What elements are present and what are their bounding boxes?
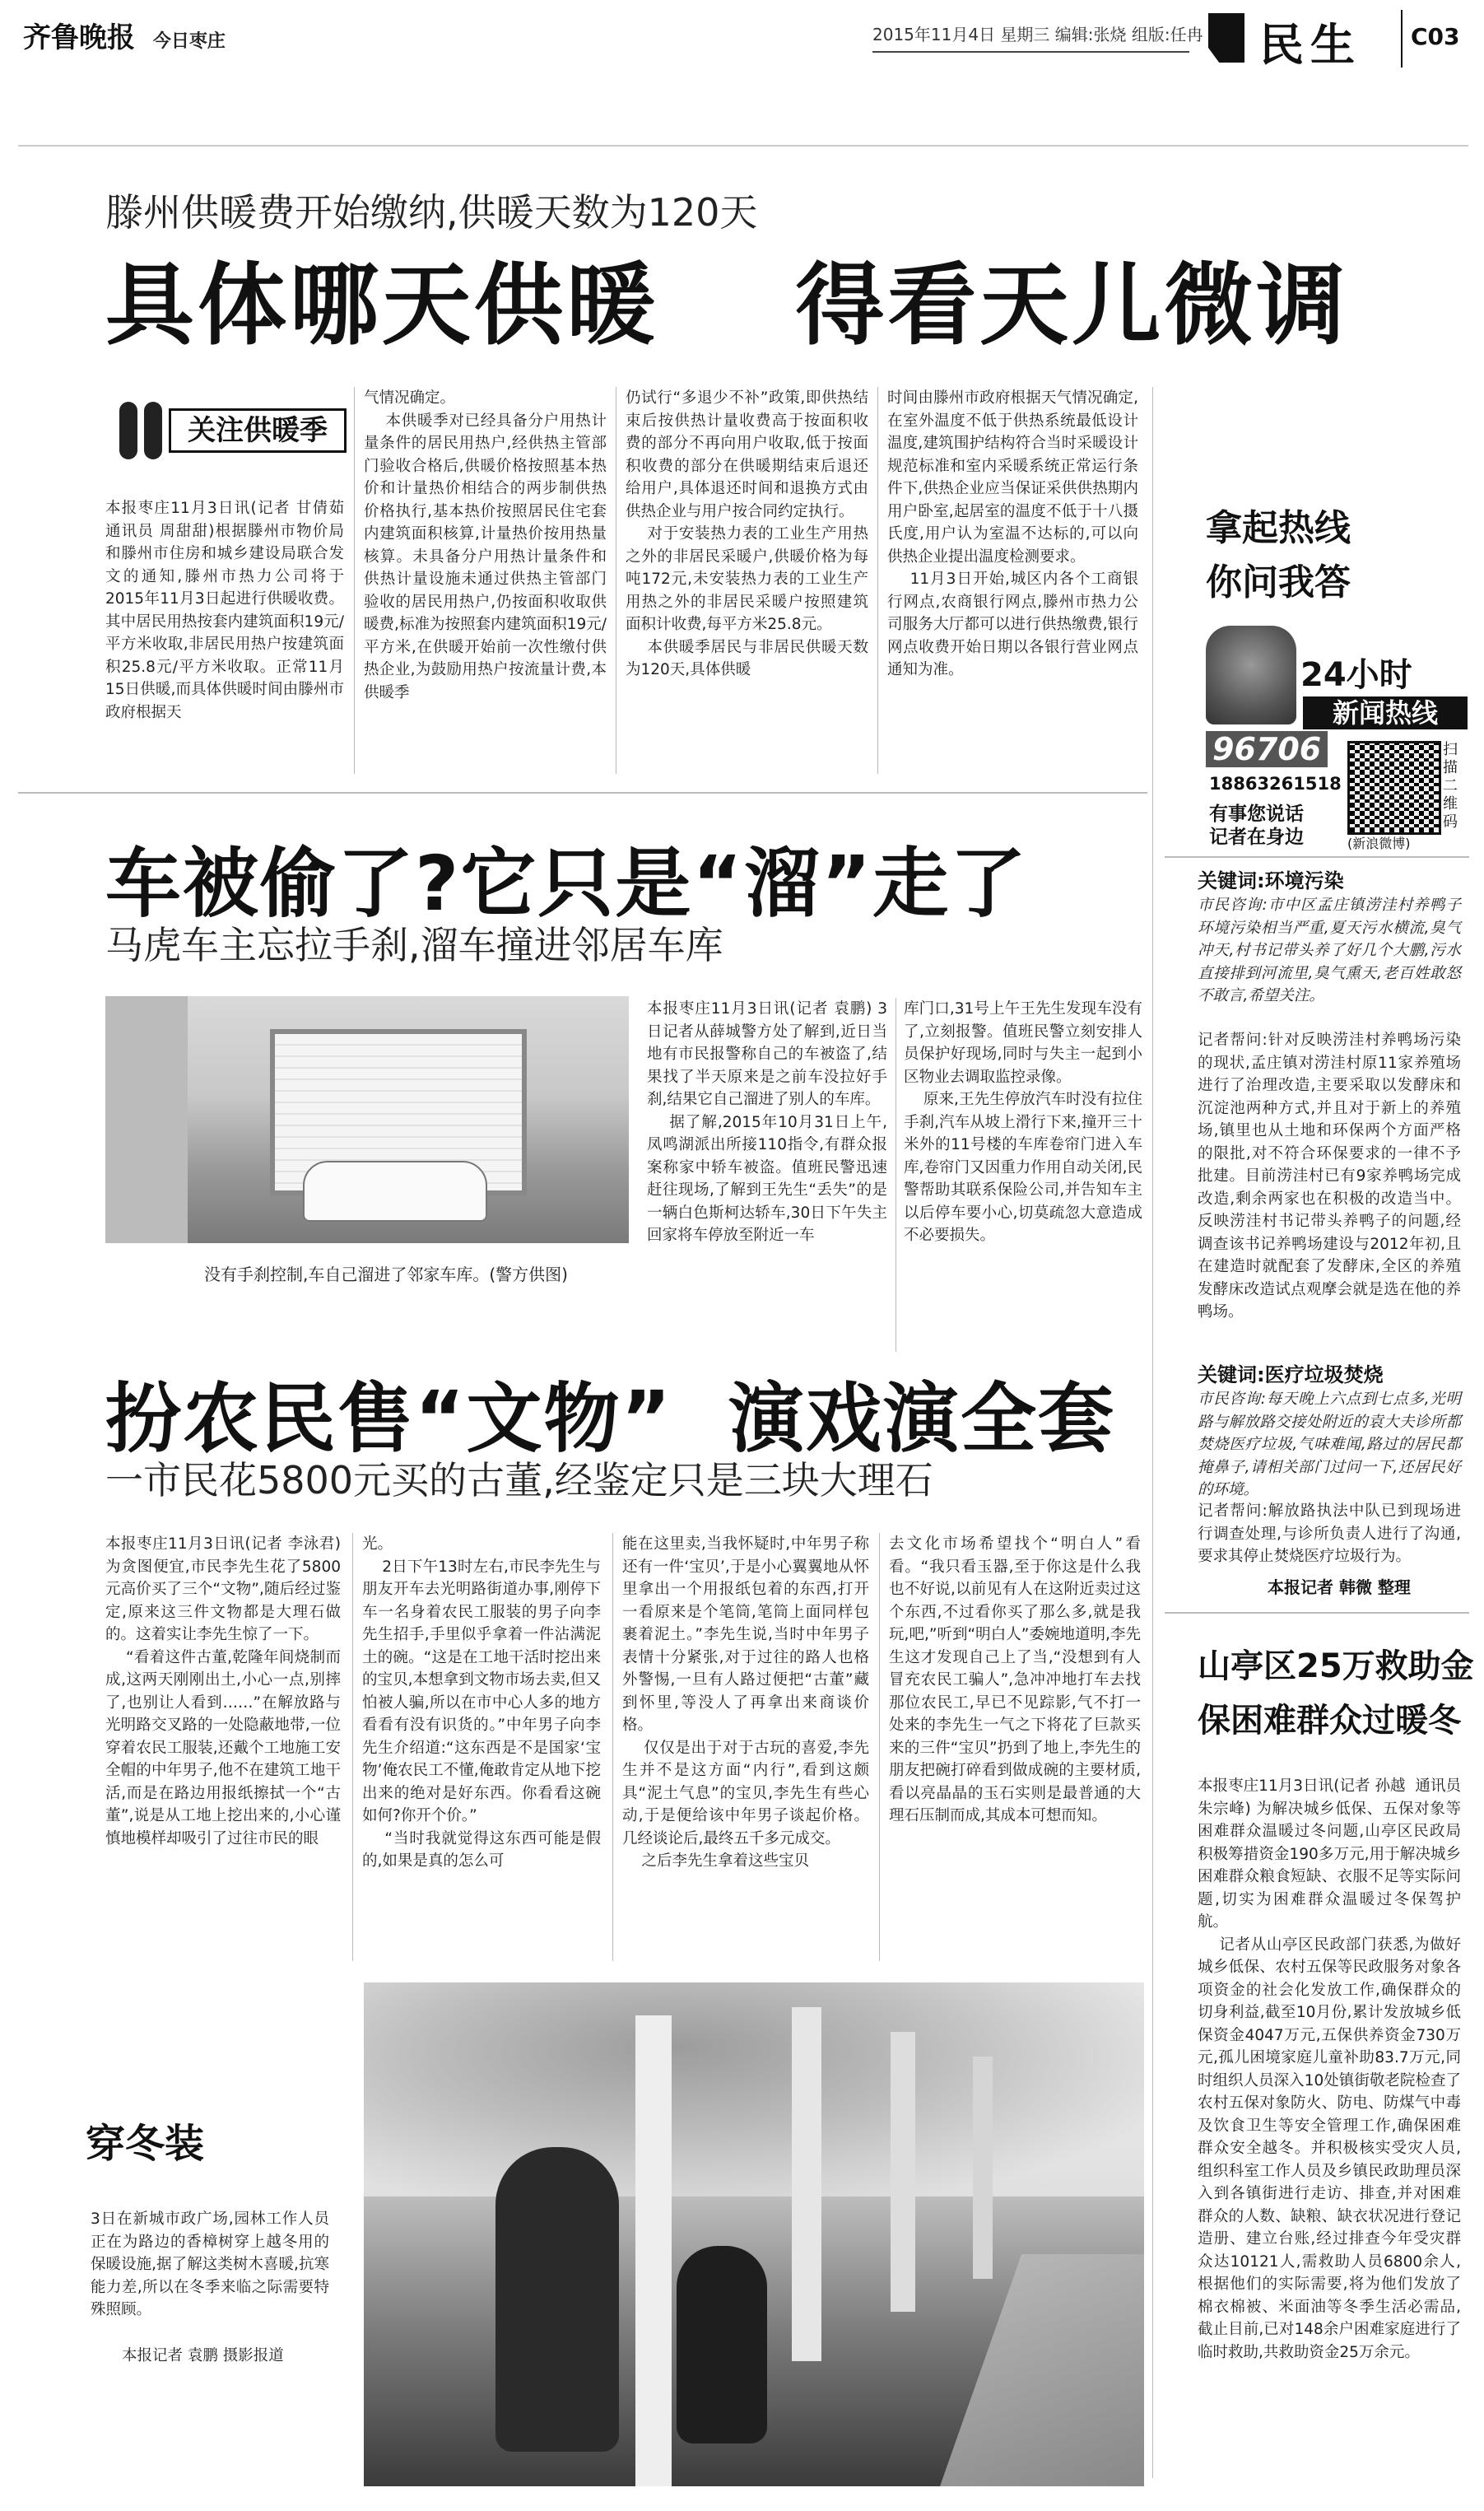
- tree-wrapping-photo: [364, 1982, 1144, 2486]
- section-divider: [1401, 10, 1403, 68]
- hotline-phone: 18863261518: [1209, 774, 1342, 794]
- weibo-label: (新浪微博): [1347, 836, 1411, 851]
- heating-season-logo: [111, 394, 350, 492]
- top-rule: [18, 145, 1468, 147]
- story4-title-2: 保困难群众过暖冬: [1198, 1702, 1461, 1740]
- qa-credit: 本报记者 韩微 整理: [1268, 1577, 1411, 1597]
- story4-title-1: 山亭区25万救助金: [1198, 1647, 1474, 1685]
- hotline-slogan-2: 记者在身边: [1209, 827, 1304, 848]
- photo2-caption: 3日在新城市政广场,园林工作人员正在为路边的香樟树穿上越冬用的保暖设施,据了解这类树木喜暖,抗寒能力差,所以在冬季来临之际需要特殊照顾。: [91, 2211, 329, 2318]
- story2-photo-caption: 没有手刹控制,车自己溜进了邻家车库。(警方供图): [204, 1265, 568, 1284]
- column-rule: [354, 387, 355, 774]
- thermometer-icon: [119, 402, 137, 459]
- story1-column-4: 时间由滕州市政府根据天气情况确定,在室外温度不低于供热系统最低设计温度,建筑围护结构符合当时采暖设计规范标准和室内采暖系统正常运行条件下,供热企业应当保证采供供热期内用户卧室,起居室的温度不低于十八摄氏度,用户认为室温不达标的,可以向供热企业提出温度检测要求。 11月3日开始,城区内各个工商银行网点,农商银行网点,滕州市热力公司服务大厅都可以进行供热缴费,银行网点收费开始日期以各银行营业网点通知为准。: [887, 389, 1138, 678]
- qa-keyword-1: 关键词:环境污染: [1198, 869, 1344, 892]
- section-corner-icon: [1208, 13, 1244, 63]
- tree-trunk-shape: [792, 2007, 821, 2361]
- tree-trunk-shape: [973, 2057, 993, 2279]
- masthead: [23, 15, 226, 55]
- story3-column-1: 本报枣庄11月3日讯(记者 李泳君) 为贪图便宜,市民李先生花了5800元高价买了三个“文物”,随后经过鉴定,原来这三件文物都是大理石做的。这着实让李先生惊了一下。 “看着这件古董,乾隆年间烧制而成,这两天刚刚出土,小心一点,别摔了,也别让人看到……”在解放路与光明路交叉路的一处隐蔽地带,一位穿着农民工服装,还戴个工地施工安全帽的中年男子,他不在建筑工地干活,而是在路边用报纸擦拭一个“古董”,说是从工地上挖出来的,小心谨慎地模样却吸引了过往市民的眼: [105, 1535, 341, 1847]
- story4-body: 本报枣庄11月3日讯(记者 孙越 通讯员 朱宗峰) 为解决城乡低保、五保对象等困难群众温暖过冬问题,山亭区民政局积极筹措资金190多万元,用于解决城乡困难群众粮食短缺、衣服不足等实际问题,切实为困难群众温暖过冬保驾护航。 记者从山亭区民政部门获悉,为做好城乡低保、农村五保等民政服务对象各项资金的社会化发放工作,确保群众的切身利益,截至10月份,累计发放城乡低保资金4047万元,五保供养资金730万元,孤儿困境家庭儿童补助83.7万元,同时组织人员深入10处镇街敬老院检查了农村五保对象防火、防电、防煤气中毒及饮食卫生等安全管理工作,确保困难群众安全越冬。并积极核实受灾人员,组织科室工作人员及乡镇民政助理员深入到各镇街进行走访、排查,并对困难群众的人数、缺粮、缺衣状况进行登记造册、建立台账,经过排查今年受灾群众达10121人,需救助人员6800余人,根据他们的实际需要,将为他们发放了棉衣棉被、米面油等冬季生活必需品,截止目前,已对148余户困难家庭进行了临时救助,共救助资金25万余元。: [1198, 1777, 1461, 2361]
- sidebar-rule: [1165, 1612, 1469, 1614]
- tree-trunk-shape: [891, 2032, 915, 2312]
- scan-label: 扫描二维码: [1443, 741, 1458, 831]
- qa-keyword-2: 关键词:医疗垃圾焚烧: [1198, 1363, 1384, 1386]
- tree-trunk-shape: [635, 2015, 672, 2486]
- garage-photo: [105, 996, 629, 1243]
- column-rule: [1152, 387, 1153, 2478]
- column-rule: [612, 1533, 613, 1961]
- story1-column-2: 气情况确定。 本供暖季对已经具备分户用热计量条件的居民用热户,经供热主管部门验收合格后,供暖价格按照基本热价和计量热价相结合的两步制供热价格执行,基本热价按照居民住宅套内建筑面积核算,计量热价按用热量核算。未具备分户用热计量条件和供热计量设施未通过供热主管部门验收的居民用热户,仍按面积收取供暖费,标准为按照套内建筑面积19元/平方米,在供暖开始前一次性缴付供热企业,为鼓励用热户按流量计费,本供暖季: [364, 389, 607, 701]
- story1-kicker: 滕州供暖费开始缴纳,供暖天数为120天: [105, 190, 758, 235]
- story3-headline: 扮农民售“文物” 演戏演全套: [105, 1375, 1115, 1463]
- story3-column-4: 去文化市场希望找个“明白人”看看。“我只看玉器,至于你这是什么我也不好说,以前见有人在这附近卖过这个东西,不过看你买了那么多,就是我玩,吧,”听到“明白人”委婉地道明,李先生这才发现自己上了当,“没想到有人冒充农民工骗人”,急冲冲地打车去找那位农民工,早已不见踪影,气不打一处来的李先生一气之下将花了巨款买来的三件“宝贝”扔到了地上,李先生的朋友把碗打碎看到做成碗的主要材质,看以亮晶晶的玉石实则是最普通的大理石压制而成,其成本可想而知。: [889, 1535, 1141, 1824]
- hotline-number: 96706: [1206, 731, 1328, 767]
- photo2-credit: 本报记者 袁鹏 摄影报道: [122, 2347, 284, 2364]
- story2-headline: 车被偷了?它只是“溜”走了: [105, 840, 1028, 928]
- sidewalk-shape: [940, 2254, 1144, 2486]
- hotline-box: [1206, 626, 1469, 855]
- story1-column-1: 本报枣庄11月3日讯(记者 甘倩茹 通讯员 周甜甜)根据滕州市物价局和滕州市住房和城乡建设局联合发文的通知,滕州市热力公司将于2015年11月3日起进行供暖收费。其中居民用热按套内建筑面积19元/平方米收取,非居民用热户按建筑面积25.8元/平方米收取。正常11月15日供暖,而具体供暖时间由滕州市政府根据天: [105, 500, 354, 721]
- story1-headline: 具体哪天供暖 得看天儿微调: [105, 254, 1349, 357]
- qr-code-icon[interactable]: [1347, 741, 1441, 835]
- hotline-slogan-1: 有事您说话: [1209, 804, 1304, 825]
- qa-answer-1: 记者帮问:针对反映涝洼村养鸭场污染的现状,孟庄镇对涝洼村原11家养殖场进行了治理改造,主要采取以发酵床和沉淀池两种方式,并且对于新上的养殖场,镇里也从土地和环保两个方面严格的限批,对不符合环保要求的一律不予批建。目前涝洼村已有9家养鸭场完成改造,剩余两家也在积极的改造当中。反映涝洼村书记带头养鸭子的问题,经调查该书记养鸭场建设与2012年初,且在建造时就配套了发酵床,全区的养殖发酵床改造试点观摩会就是选在他的养鸭场。: [1198, 1032, 1461, 1321]
- header-meta: 2015年11月4日 星期三 编辑:张烧 组版:任冉: [872, 25, 1203, 44]
- sidebar-rule: [1165, 856, 1469, 858]
- hotline-24h: 24小时: [1300, 656, 1412, 694]
- worker-figure-shape: [495, 2147, 619, 2452]
- section-name: 民生: [1259, 19, 1361, 71]
- column-rule: [879, 1533, 880, 1961]
- edition-label: 今日枣庄: [152, 30, 226, 52]
- header-rule: [872, 51, 1189, 53]
- qa-answer-2: 记者帮问:解放路执法中队已到现场进行调查处理,与诊所负责人进行了沟通,要求其停止焚烧医疗垃圾行为。: [1198, 1502, 1461, 1565]
- masthead-name: 齐鲁晚报: [23, 21, 135, 54]
- story2-deck: 马虎车主忘拉手刹,溜车撞进邻居车库: [105, 923, 723, 967]
- page-number: C03: [1411, 23, 1460, 50]
- story3-deck: 一市民花5800元买的古董,经鉴定只是三块大理石: [105, 1458, 933, 1502]
- story3-column-2: 光。 2日下午13时左右,市民李先生与朋友开车去光明路街道办事,刚停下车一名身着农民工服装的男子向李先生招手,手里似乎拿着一件沾满泥土的碗。“这是在工地干活时挖出来的宝贝,本想拿到文物市场去卖,但又怕被人骗,所以在市中心人多的地方看看有没有识货的。”中年男子向李先生介绍道:“这东西是不是国家‘宝物’俺农民工不懂,俺敢肯定从地下挖出来的绝对是好东西。你看看这碗如何?你开个价。” “当时我就觉得这东西可能是假的,如果是真的怎么可: [362, 1535, 601, 1870]
- qa-question-2: 市民咨询:每天晚上六点到七点多,光明路与解放路交接处附近的袁大夫诊所都焚烧医疗垃圾,气味难闻,路过的居民都掩鼻子,请相关部门过问一下,还居民好的环境。: [1198, 1391, 1461, 1498]
- logo-label: 关注供暖季: [169, 408, 347, 453]
- column-rule: [352, 1533, 353, 1961]
- story2-column-2: 库门口,31号上午王先生发现车没有了,立刻报警。值班民警立刻安排人员保护好现场,同时与失主一起到小区物业去调取监控录像。 原来,王先生停放汽车时没有拉住手刹,汽车从坡上滑行下来,撞开三十米外的11号楼的车库卷帘门进入车库,卷帘门又因重力作用自动关闭,民警帮助其联系保险公司,并告知车主以后停车要小心,切莫疏忽大意造成不必要损失。: [904, 1000, 1142, 1244]
- story1-column-3: 仍试行“多退少不补”政策,即供热结束后按供热计量收费高于按面积收费的部分不再向用户收取,低于按面积收费的部分在供暖期结束后退还给用户,具体退还时间和退换方式由供热企业与用户按合同约定执行。 对于安装热力表的工业生产用热之外的非居民采暖户,供暖价格为每吨172元,未安装热力表的工业生产用热之外的非居民采暖户按照建筑面积计收费,每平方米25.8元。 本供暖季居民与非居民供暖天数为120天,具体供暖: [626, 389, 868, 678]
- tree-canopy-shape: [364, 1982, 1144, 2197]
- column-rule: [877, 387, 878, 774]
- section-rule: [18, 792, 1147, 794]
- hotline-news-label: 新闻热线: [1303, 696, 1468, 729]
- photo2-title: 穿冬装: [86, 2121, 205, 2167]
- worker-figure-shape: [677, 2246, 767, 2443]
- telephone-icon: [1206, 626, 1296, 724]
- qa-question-1: 市民咨询:市中区孟庄镇涝洼村养鸭子环境污染相当严重,夏天污水横流,臭气冲天,村书记带头养了好几个大鹏,污水直接排到河流里,臭气熏天,老百姓敢怒不敢言,希望关注。: [1198, 897, 1461, 1004]
- wall-shape: [105, 996, 188, 1243]
- thermometer-icon: [144, 402, 162, 459]
- story3-column-3: 能在这里卖,当我怀疑时,中年男子称还有一件‘宝贝’,于是小心翼翼地从怀里拿出一个用报纸包着的东西,打开一看原来是个笔筒,笔筒上面同样包裹着泥土。”李先生说,当时中年男子表情十分紧张,对于过往的路人也格外警惕,一旦有人路过便把“古董”藏到怀里,等没人了再拿出来商谈价格。 仅仅是出于对于古玩的喜爱,李先生并不是这方面“内行”,看到这颇具“泥土气息”的宝贝,李先生有些心动,于是便给该中年男子谈起价格。几经谈论后,最终五千多元成交。 之后李先生拿着这些宝贝: [622, 1535, 869, 1870]
- hotline-title-2: 你问我答: [1206, 561, 1351, 603]
- hotline-title-1: 拿起热线: [1206, 507, 1351, 549]
- story2-column-1: 本报枣庄11月3日讯(记者 袁鹏) 3日记者从薛城警方处了解到,近日当地有市民报警称自己的车被盗了,结果找了半天原来是之前车没拉好手刹,结果它自己溜进了别人的车库。 据了解,2015年10月31日上午,凤鸣湖派出所接110指令,有群众报案称家中轿车被盗。值班民警迅速赶往现场,了解到王先生“丢失”的是一辆白色斯柯达轿车,30日下午失主回家将车停放至附近一车: [647, 1000, 887, 1244]
- car-shape: [303, 1161, 487, 1222]
